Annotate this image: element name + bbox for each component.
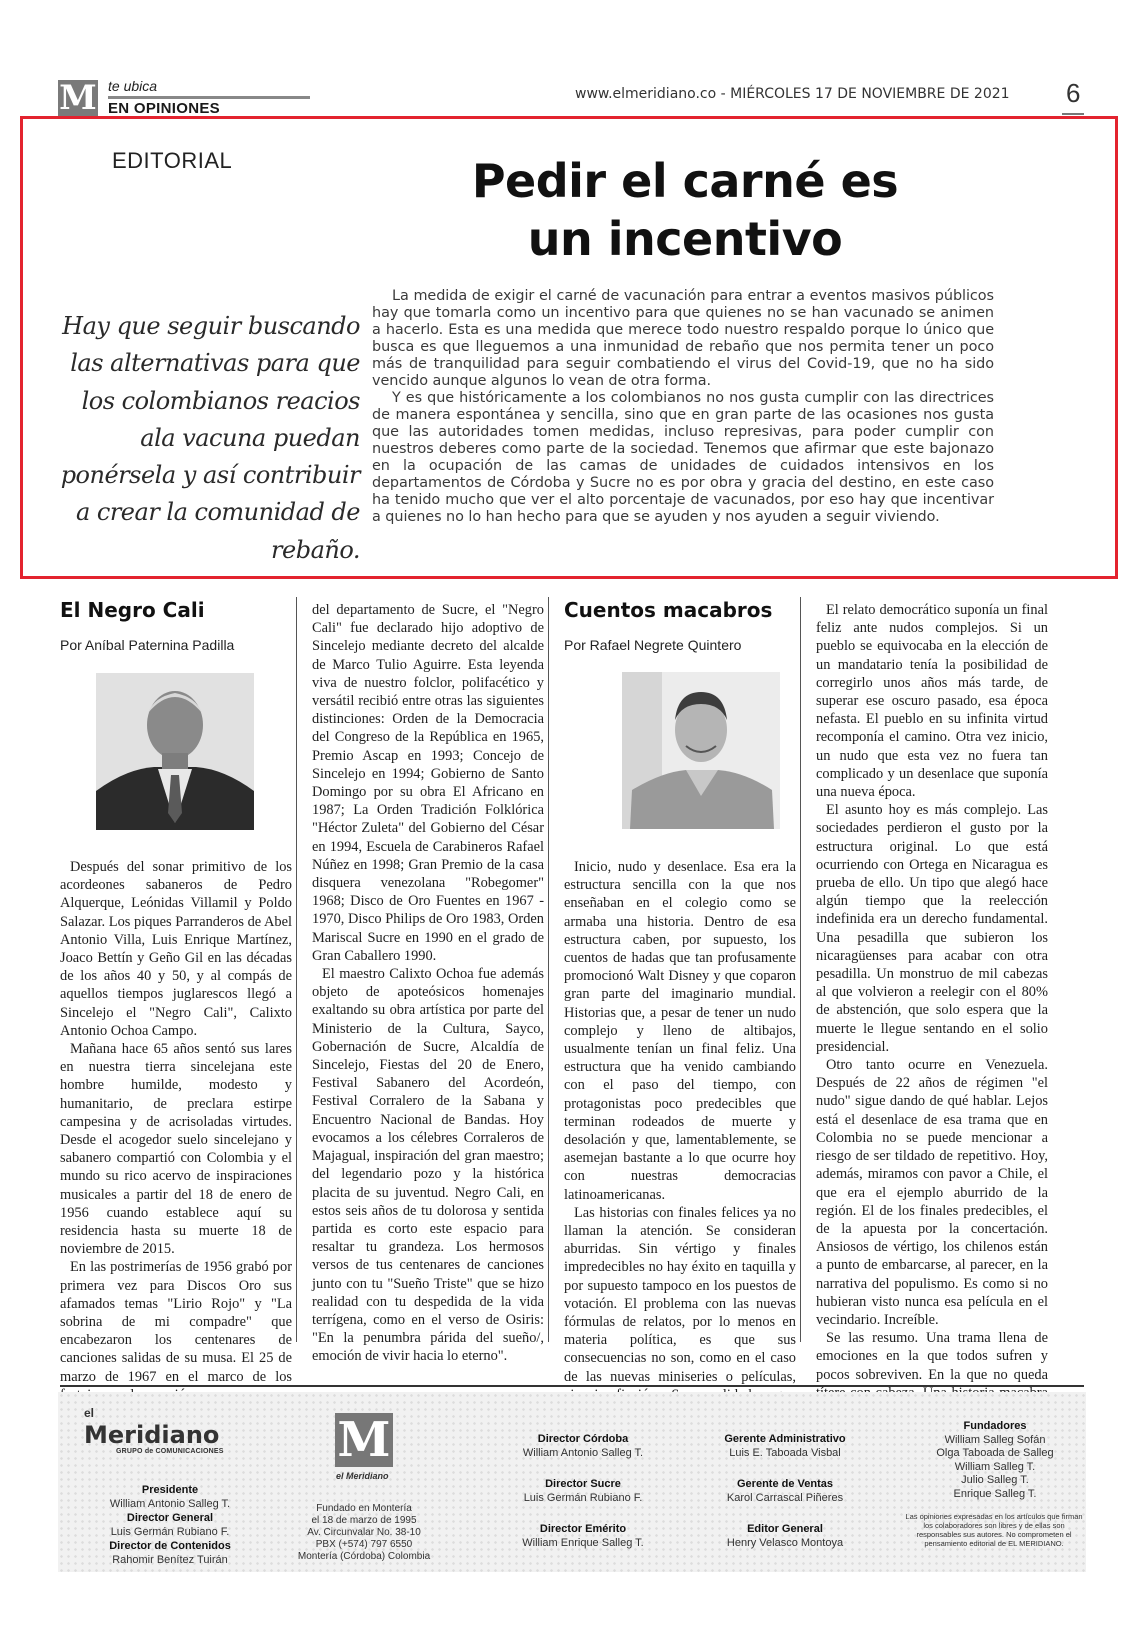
- staff-role: Editor General: [747, 1523, 823, 1535]
- article-paragraph: En las postrimerías de 1956 grabó por primera vez para Discos Oro sus afamados temas "Lirio Rojo" y "La sobrina de mi compadre" que encabezaron los centenares de canciones salidas de su musa. El 25 de marzo de 1967 en el marco de los: [60, 1259, 292, 1385]
- column-rule: [296, 597, 297, 1342]
- article-paragraph: Inicio, nudo y desenlace. Esa era la estructura sencilla con la que nos enseñaban en el colegio como se armaba una historia. Dentro de esa estructura caben, por supuesto, los cuentos de hadas que tan profusamente promocionó Walt Disney y que coparon gran parte del imaginario mundial. Historias que, a pesar de tener un nudo complejo y lleno de altibajos, usualmente tenían un final feliz. Una estructura que ha venido cambiando con el paso del tiempo, con protagonistas poco predecibles que terminan rodeados de muerte y desolación y que, lamentablemente, se asemejan bastante a lo que ocurre hoy con nuestras democracias latinoamericanas.: [564, 859, 796, 1203]
- footer-logo-subtitle: GRUPO de COMUNICACIONES: [116, 1448, 224, 1455]
- dateline: www.elmeridiano.co - MIÉRCOLES 17 DE NOVIEMBRE DE 2021: [575, 86, 1010, 102]
- footer-mark-logo: M: [335, 1413, 393, 1467]
- editorial-label: EDITORIAL: [112, 148, 233, 173]
- editorial-pull-quote: Hay que seguir buscando las alternativas para que los colombianos reacios ala vacuna puedan ponérsela y así contribuir a crear la comunidad de rebaño.: [60, 312, 360, 564]
- article-paragraph: Después del sonar primitivo de los acordeones sabaneros de Pedro Alquerque, Leónidas Villamil y Poldo Salazar. Los piques Parranderos de Abel Antonio Villa, Luis Enrique Martínez, Joaco Bettín y Geño Gil en las décadas de los años 40 y 50, y al compás de aquellos tiempos juglarescos llegó a Sincelejo el "Negro Cali", Calixto Antonio Ochoa Campo.: [60, 859, 292, 1039]
- article-byline: Por Aníbal Paternina Padilla: [60, 637, 235, 653]
- section-name: EN OPINIONES: [108, 100, 220, 117]
- staff-name: Karol Carrascal Piñeres: [726, 1492, 844, 1504]
- article-paragraph: Las historias con finales felices ya no llaman la atención. Se consideran aburridas. Sin vértigo y finales impredecibles no hay éxito en taquilla y por supuesto tampoco en los puestos de votación. El problema con las nuevas fórmulas de relatos, por lo menos en materia política, es que sus consecuencias no son, como en el caso de las nuevas miniseries o películas,: [564, 1204, 796, 1385]
- article-paragraph: El relato democrático suponía un final feliz ante nudos complejos. Si un pueblo se equivocaba en la elección de un mandatario tenía la posibilidad de corregirlo unos años más tarde, de superar ese oscuro pasado, esa época nefasta. El pueblo en su infinita virtud recomponía el camino. Otra vez inicio, un nudo que esta vez no fuera tan complicado y un desenlace que suponía una nueva época.: [816, 602, 1048, 801]
- article2-column1: [564, 858, 796, 1422]
- page-number: 6: [1066, 78, 1081, 108]
- staff-name: Luis E. Taboada Visbal: [729, 1447, 841, 1459]
- editorial-paragraph: Y es que históricamente a los colombianos no nos gusta cumplir con las directrices de manera espontánea y sencilla, sino que en gran parte de las ocasiones nos gusta que las autoridades tomen medidas, incluso represivas, para poder cumplir con nuestros deberes como parte de la sociedad. Tenemos que afirmar que este bajonazo en la ocupación de las camas de unidades de cuidados intensivos en los departamentos de Córdoba y Sucre no es por obra y gracia del destino, en este caso ha tenido mucho que ver el alto porcentaje de vacunados, por eso hay que incentivar a quienes no lo han hecho para que se ayuden y nos ayuden a seguir viviendo.: [372, 390, 994, 525]
- founder-name: Enrique Salleg T.: [953, 1487, 1037, 1500]
- editorial-title-line2: un incentivo: [527, 212, 843, 266]
- founding-line: el 18 de marzo de 1995: [311, 1515, 417, 1526]
- article-paragraph: del departamento de Sucre, el "Negro Cali" fue declarado hijo adoptivo de Sincelejo mediante decreto del alcalde de Marco Tulio Aguirre. Esta leyenda viva de nuestro folclor, polifacético y versátil recibió entre otras las siguientes distinciones: Orden de la Democracia del Congreso de la República en 1965, Premio Ascap en 1993; Concejo de Sincelejo en 1994; Gobierno de Santo Domingo por su obra El Africano en 1987; La Orden Tradición Folklórica "Héctor Zuleta" del Gobierno del César en 1994, Escuela de Carabineros Rafael Núñez en 1998; Gran Premio de la casa disquera venezolana "Robegomer" 1968; Disco de Oro Fuentes en 1967 - 1970, Disco Philips de Oro 1983, Orden Mariscal Sucre en 1990 en el grado de Gran Caballero 1990.: [312, 602, 544, 964]
- footer-staff-block-3: [700, 1432, 870, 1550]
- founding-line: Fundado en Montería: [316, 1503, 412, 1514]
- column-rule: [800, 597, 801, 1342]
- footer-founding-info: [294, 1503, 434, 1563]
- staff-name: William Enrique Salleg T.: [522, 1537, 644, 1549]
- article-paragraph: El maestro Calixto Ochoa fue además objeto de apoteósicos homenajes exaltando su obra artística por parte del Ministerio de la Cultura, Sayco, Gobernación de Sucre, Alcaldía de Sincelejo, Fiestas del 20 de Enero, Festival Sabanero del Acordeón, Festival Corralero de la Sabana y Encuentro Nacional de Bandas. Hoy evocamos a los célebres Corraleros de Majagual, inspiración del gran maestro; del legendario pozo y la histórica placita de su juventud. Negro Cali, en estos seis años de tu dolorosa y sentida partida es corto este espacio para resaltar tu grandeza. Los hermosos versos de tus centenares de canciones junto con tu "Sueño Triste" que se hizo realidad con tu despedida de la vida terrígena, como en el verso de Osiris: "En la penumbra párida del sueño/, emoción de vivir hacia lo eterno".: [312, 966, 544, 1365]
- editorial-title-line1: Pedir el carné es: [471, 154, 899, 208]
- article2-column2: [816, 601, 1048, 1420]
- editorial-paragraph: La medida de exigir el carné de vacunación para entrar a eventos masivos públicos hay que tomarla como un incentivo para que quienes no se han vacunado se animen a hacerlo. Esta es una medida que merece todo nuestro respaldo porque lo único que busca es que lleguemos a una inmunidad de rebaño que nos permita tener un poco más de tranquilidad para seguir combatiendo el virus del Covid-19, que no ha sido vencido aunque algunos lo vean de otra forma.: [372, 288, 994, 389]
- footer-staff-block-2: [498, 1432, 668, 1550]
- founder-name: Julio Salleg T.: [961, 1474, 1029, 1486]
- page-number-underline: [1062, 113, 1084, 115]
- staff-role: Gerente Administrativo: [724, 1433, 846, 1445]
- article1-column2: [312, 601, 544, 1366]
- editorial-body: [372, 288, 994, 526]
- footer-rule: [60, 1385, 1084, 1387]
- staff-role: Director Emérito: [539, 1523, 627, 1535]
- staff-name: Luis Germán Rubiano F.: [523, 1492, 643, 1504]
- staff-role: Gerente de Ventas: [737, 1478, 833, 1490]
- header-divider: [108, 96, 310, 99]
- author-photo: [96, 673, 254, 830]
- founder-name: Olga Taboada de Salleg: [936, 1447, 1054, 1459]
- article-title-negro-cali: El Negro Cali: [60, 598, 205, 622]
- article1-column1: [60, 858, 292, 1404]
- article-byline: Por Rafael Negrete Quintero: [564, 637, 742, 653]
- article-title-cuentos-macabros: Cuentos macabros: [564, 598, 773, 622]
- editorial-title: [400, 152, 970, 268]
- footer-staff-block-1: [70, 1483, 270, 1567]
- founding-line: Montería (Córdoba) Colombia: [297, 1551, 431, 1562]
- section-logo: M: [59, 78, 97, 118]
- staff-role: Director General: [126, 1512, 214, 1524]
- staff-role: Director Sucre: [545, 1478, 621, 1490]
- founding-line: Av. Circunvalar No. 38-10: [307, 1527, 421, 1538]
- author-portrait: [96, 673, 254, 830]
- article-paragraph: El asunto hoy es más complejo. Las sociedades perdieron el gusto por la estructura original. Lo que está ocurriendo con Ortega en Nicaragua es prueba de ello. Un tipo que alegó hace algún tiempo que la reelección indefinida era un derecho fundamental. Una pesadilla que subieron los nicaragüenses para acabar con otra pesadilla. Un monstruo de mil cabezas al que volvieron a reelegir con el 80% de abstención, que solo espera que la muerte le llegue sentando en el solio presidencial.: [816, 802, 1048, 1055]
- footer-logo: Meridiano: [84, 1421, 220, 1449]
- footer-founders: [920, 1420, 1070, 1501]
- staff-name: Henry Velasco Montoya: [726, 1537, 844, 1549]
- staff-name: William Antonio Salleg T.: [109, 1498, 231, 1510]
- staff-role: Fundadores: [963, 1420, 1027, 1432]
- article-paragraph: Otro tanto ocurre en Venezuela. Después de 22 años de régimen "el nudo" sigue dando de qué hablar. Lejos está el desenlace de esa trama que en Colombia no se puede mencionar a riesgo de ser tildado de repetitivo. Hoy, además, miramos con pavor a Chile, el que era el ejemplo aburrido de la región. El de los finales predecibles, el de la apuesta por la concertación. Ansiosos de vértigo, los chilenos están a punto de embarcarse, al parecer, en la narrativa del populismo. Es como si no hubieran visto nunca esa película en el vecindario. Increíble.: [816, 1057, 1048, 1328]
- column-rule: [548, 597, 549, 1342]
- staff-name: Rahomir Benítez Tuirán: [112, 1554, 228, 1566]
- staff-role: Presidente: [141, 1484, 199, 1496]
- footer-mark-word: el Meridiano: [336, 1471, 389, 1481]
- staff-role: Director de Contenidos: [109, 1540, 231, 1552]
- staff-name: William Antonio Salleg T.: [522, 1447, 644, 1459]
- author-portrait: [622, 672, 780, 829]
- author-photo: [622, 672, 780, 829]
- founder-name: William Salleg T.: [954, 1460, 1036, 1473]
- section-tagline: te ubica: [108, 78, 158, 94]
- staff-role: Director Córdoba: [537, 1433, 629, 1445]
- footer-disclaimer: Las opiniones expresadas en los artículos que firman los colaboradores son libres y de ellas son responsables sus autores. No comprometen el pensamiento editorial de EL MERIDIANO.: [905, 1512, 1083, 1548]
- footer-logo-el: el: [84, 1406, 95, 1420]
- founding-line: PBX (+574) 797 6550: [315, 1539, 413, 1550]
- founder-name: William Salleg Sofán: [944, 1433, 1046, 1446]
- staff-name: Luis Germán Rubiano F.: [110, 1526, 230, 1538]
- article-paragraph: Se las resumo. Una trama llena de emociones en la que todos sufren y pocos sobreviven. En la que no queda: [816, 1330, 1048, 1383]
- article-paragraph: Mañana hace 65 años sentó sus lares en nuestra tierra sincelejana este hombre humilde, modesto y humanitario, de preclara estirpe campesina y de acrisoladas virtudes. Desde el acogedor suelo sincelejano y sabanero compartió con Colombia y el mundo su rico acervo de inspiraciones musicales a partir del 18 de enero de 1956 cuando establece aquí su residencia hasta su muerte 18 de noviembre de 2015.: [60, 1041, 292, 1258]
